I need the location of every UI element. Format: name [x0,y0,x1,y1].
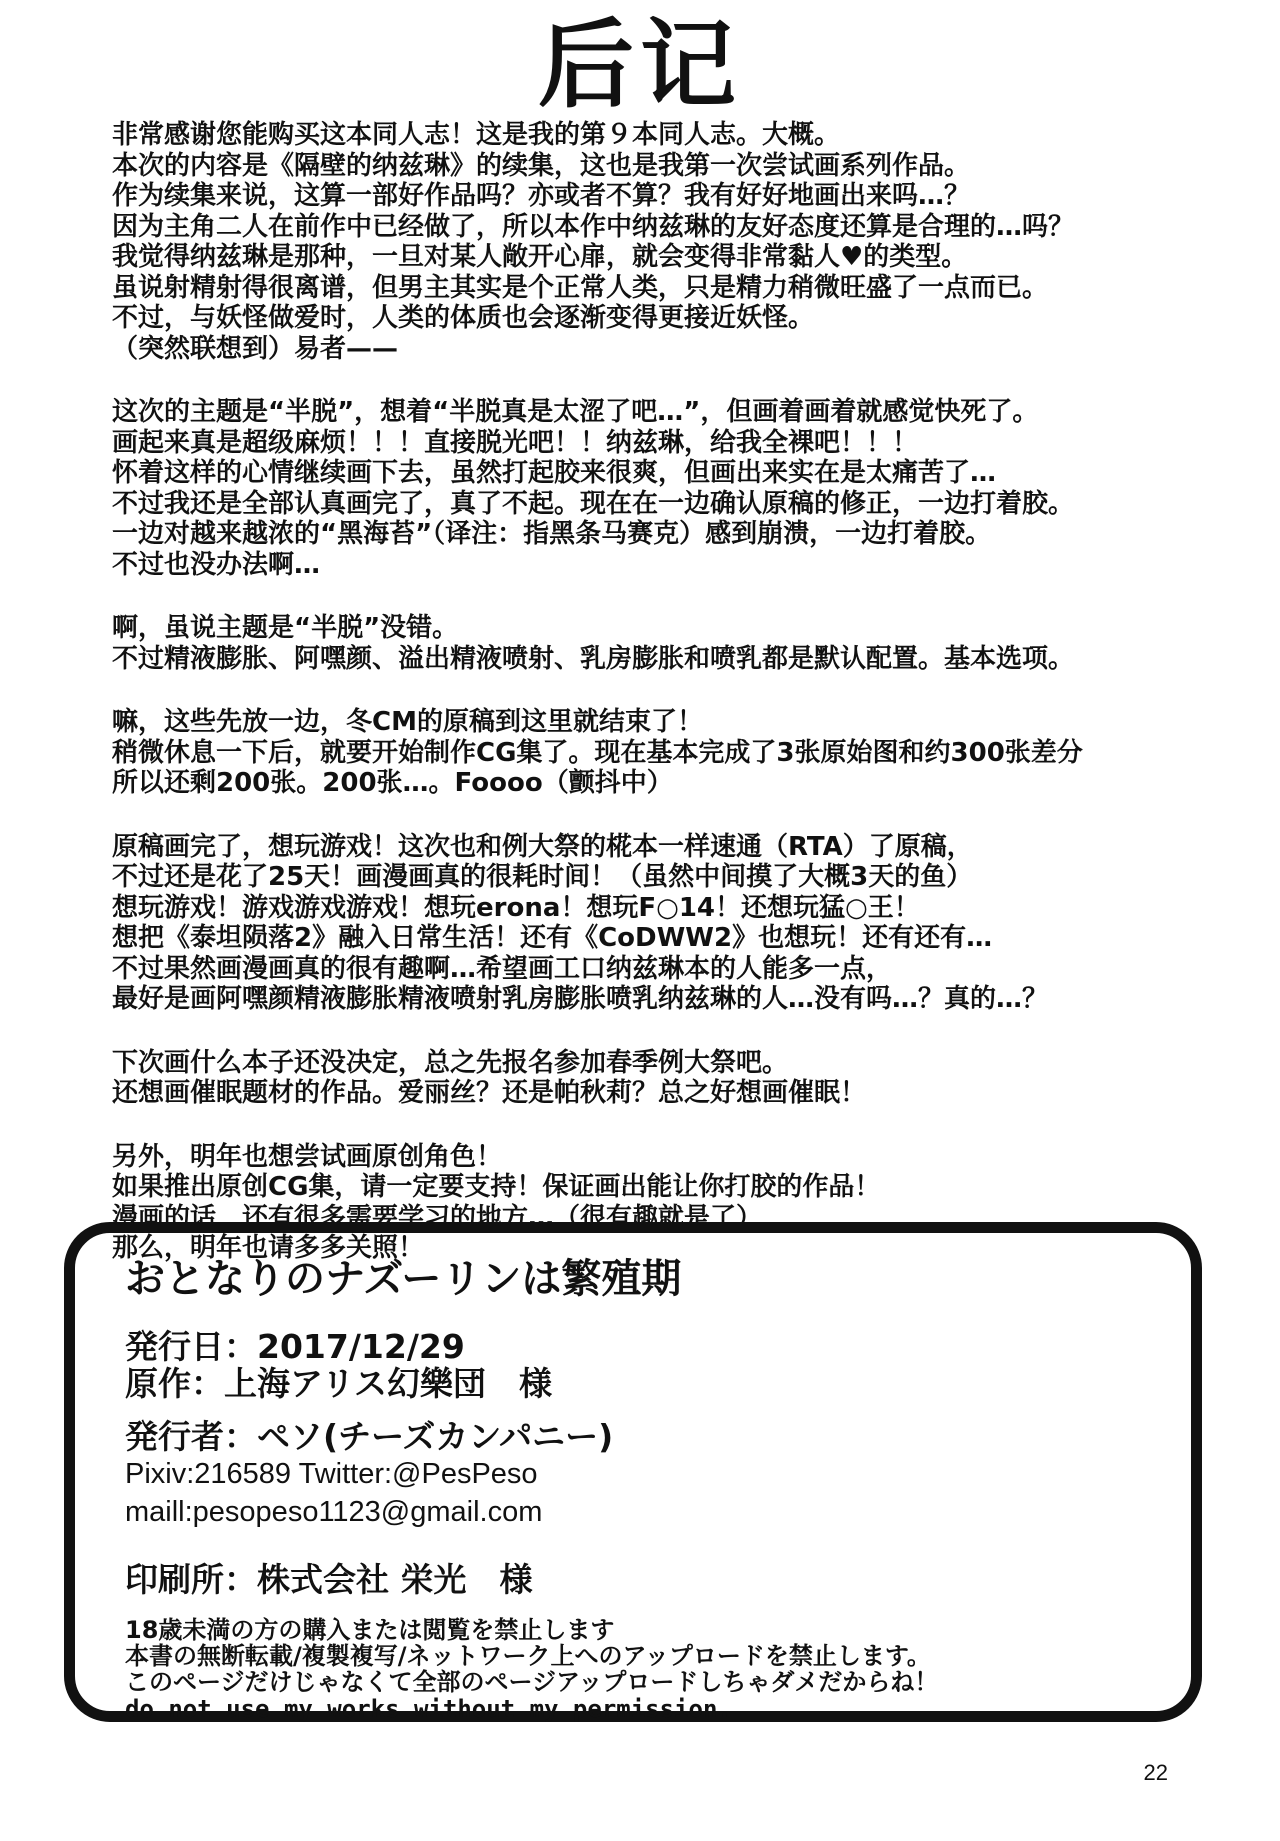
publisher: 発行者：ペソ(チーズカンパニー) [125,1417,614,1456]
text-line: 这次的主题是“半脱”，想着“半脱真是太涩了吧…”，但画着画着就感觉快死了。 [112,397,1039,427]
page-title: 后记 [538,9,742,121]
text-line: 稍微休息一下后，就要开始制作CG集了。现在基本完成了3张原始图和约300张差分 [112,737,1083,768]
text-line: 不过，与妖怪做爱时，人类的体质也会逐渐变得更接近妖怪。 [112,303,815,333]
original-work: 原作：上海アリス幻樂団 様 [125,1364,553,1403]
text-line: 作为续集来说，这算一部好作品吗？亦或者不算？我有好好地画出来吗…？ [112,181,971,211]
paragraph [112,397,1212,580]
text-line: 一边对越来越浓的“黑海苔”（译注：指黑条马赛克）感到崩溃，一边打着胶。 [112,519,992,549]
paragraph [112,613,1212,674]
text-line: 漫画的话，还有很多需要学习的地方…（很有趣就是了） [112,1202,763,1233]
text-line: 想把《泰坦陨落2》融入日常生活！还有《CoDWW2》也想玩！还有还有… [112,923,993,953]
text-line: 不过果然画漫画真的很有趣啊…希望画工口纳兹琳本的人能多一点， [112,953,893,984]
release-info [125,1328,552,1402]
text-line: 本次的内容是《隔壁的纳兹琳》的续集，这也是我第一次尝试画系列作品。 [112,150,971,181]
notice-line: 本書の無断転載/複製複写/ネットワーク上へのアップロードを禁止します。 [125,1642,931,1670]
publisher-info [125,1418,613,1531]
book-title: おとなりのナズーリンは繁殖期 [125,1256,682,1302]
text-line: 非常感谢您能购买这本同人志！这是我的第９本同人志。大概。 [112,120,841,150]
email-address: maill:pesopeso1123@gmail.com [125,1496,543,1528]
text-line: 嘛，这些先放一边，冬CM的原稿到这里就结束了！ [112,707,703,737]
text-line: 画起来真是超级麻烦！！！直接脱光吧！！纳兹琳，给我全裸吧！！！ [112,427,919,458]
text-line: 不过还是花了25天！画漫画真的很耗时间！（虽然中间摸了大概3天的鱼） [112,862,973,892]
issue-date: 発行日：2017/12/29 [125,1327,465,1366]
text-line: 另外，明年也想尝试画原创角色！ [112,1141,503,1172]
printer: 印刷所：株式会社 栄光 様 [125,1560,533,1599]
text-line: 所以还剩200张。200张…。Foooo（颤抖中） [112,768,673,798]
text-line: 我觉得纳兹琳是那种，一旦对某人敞开心扉，就会变得非常黏人♥的类型。 [112,242,968,272]
notice-english: do not use my works without my permission. [125,1695,732,1723]
text-line: 怀着这样的心情继续画下去，虽然打起胶来很爽，但画出来实在是太痛苦了… [112,458,997,488]
text-line: 想玩游戏！游戏游戏游戏！想玩erona！想玩F○14！还想玩猛○王！ [112,892,920,923]
text-line: 如果推出原创CG集，请一定要支持！保证画出能让你打胶的作品！ [112,1172,881,1202]
text-line: 还想画催眠题材的作品。爱丽丝？还是帕秋莉？总之好想画催眠！ [112,1078,867,1108]
printer-info [125,1561,533,1598]
text-line: （突然联想到）易者—— [112,333,399,364]
afterword-body [112,120,1212,1297]
text-line: 下次画什么本子还没决定，总之先报名参加春季例大祭吧。 [112,1047,789,1078]
notice-line: このページだけじゃなくて全部のページアップロードしちゃダメだからね！ [125,1668,939,1696]
paragraph [112,707,1212,799]
text-line: 因为主角二人在前作中已经做了，所以本作中纳兹琳的友好态度还算是合理的…吗？ [112,211,1075,242]
text-line: 虽说射精射得很离谱，但男主其实是个正常人类，只是精力稍微旺盛了一点而已。 [112,272,1049,303]
legal-notices [125,1617,938,1723]
social-accounts: Pixiv:216589 Twitter:@PesPeso [125,1458,538,1490]
page-number: 22 [1143,1760,1168,1785]
text-line: 那么，明年也请多多关照！ [112,1233,425,1263]
text-line: 不过精液膨胀、阿嘿颜、溢出精液喷射、乳房膨胀和喷乳都是默认配置。基本选项。 [112,643,1075,674]
colophon-box [64,1222,1202,1722]
paragraph [112,1048,1212,1109]
paragraph [112,832,1212,1015]
paragraph [112,120,1212,364]
text-line: 啊，虽说主题是“半脱”没错。 [112,613,459,643]
text-line: 原稿画完了，想玩游戏！这次也和例大祭的椛本一样速通（RTA）了原稿， [112,831,973,862]
text-line: 不过我还是全部认真画完了，真了不起。现在在一边确认原稿的修正，一边打着胶。 [112,488,1075,519]
notice-line: 18歳未満の方の購入または閲覧を禁止します [125,1616,615,1644]
text-line: 最好是画阿嘿颜精液膨胀精液喷射乳房膨胀喷乳纳兹琳的人…没有吗…？真的…？ [112,984,1049,1014]
text-line: 不过也没办法啊… [112,549,321,580]
